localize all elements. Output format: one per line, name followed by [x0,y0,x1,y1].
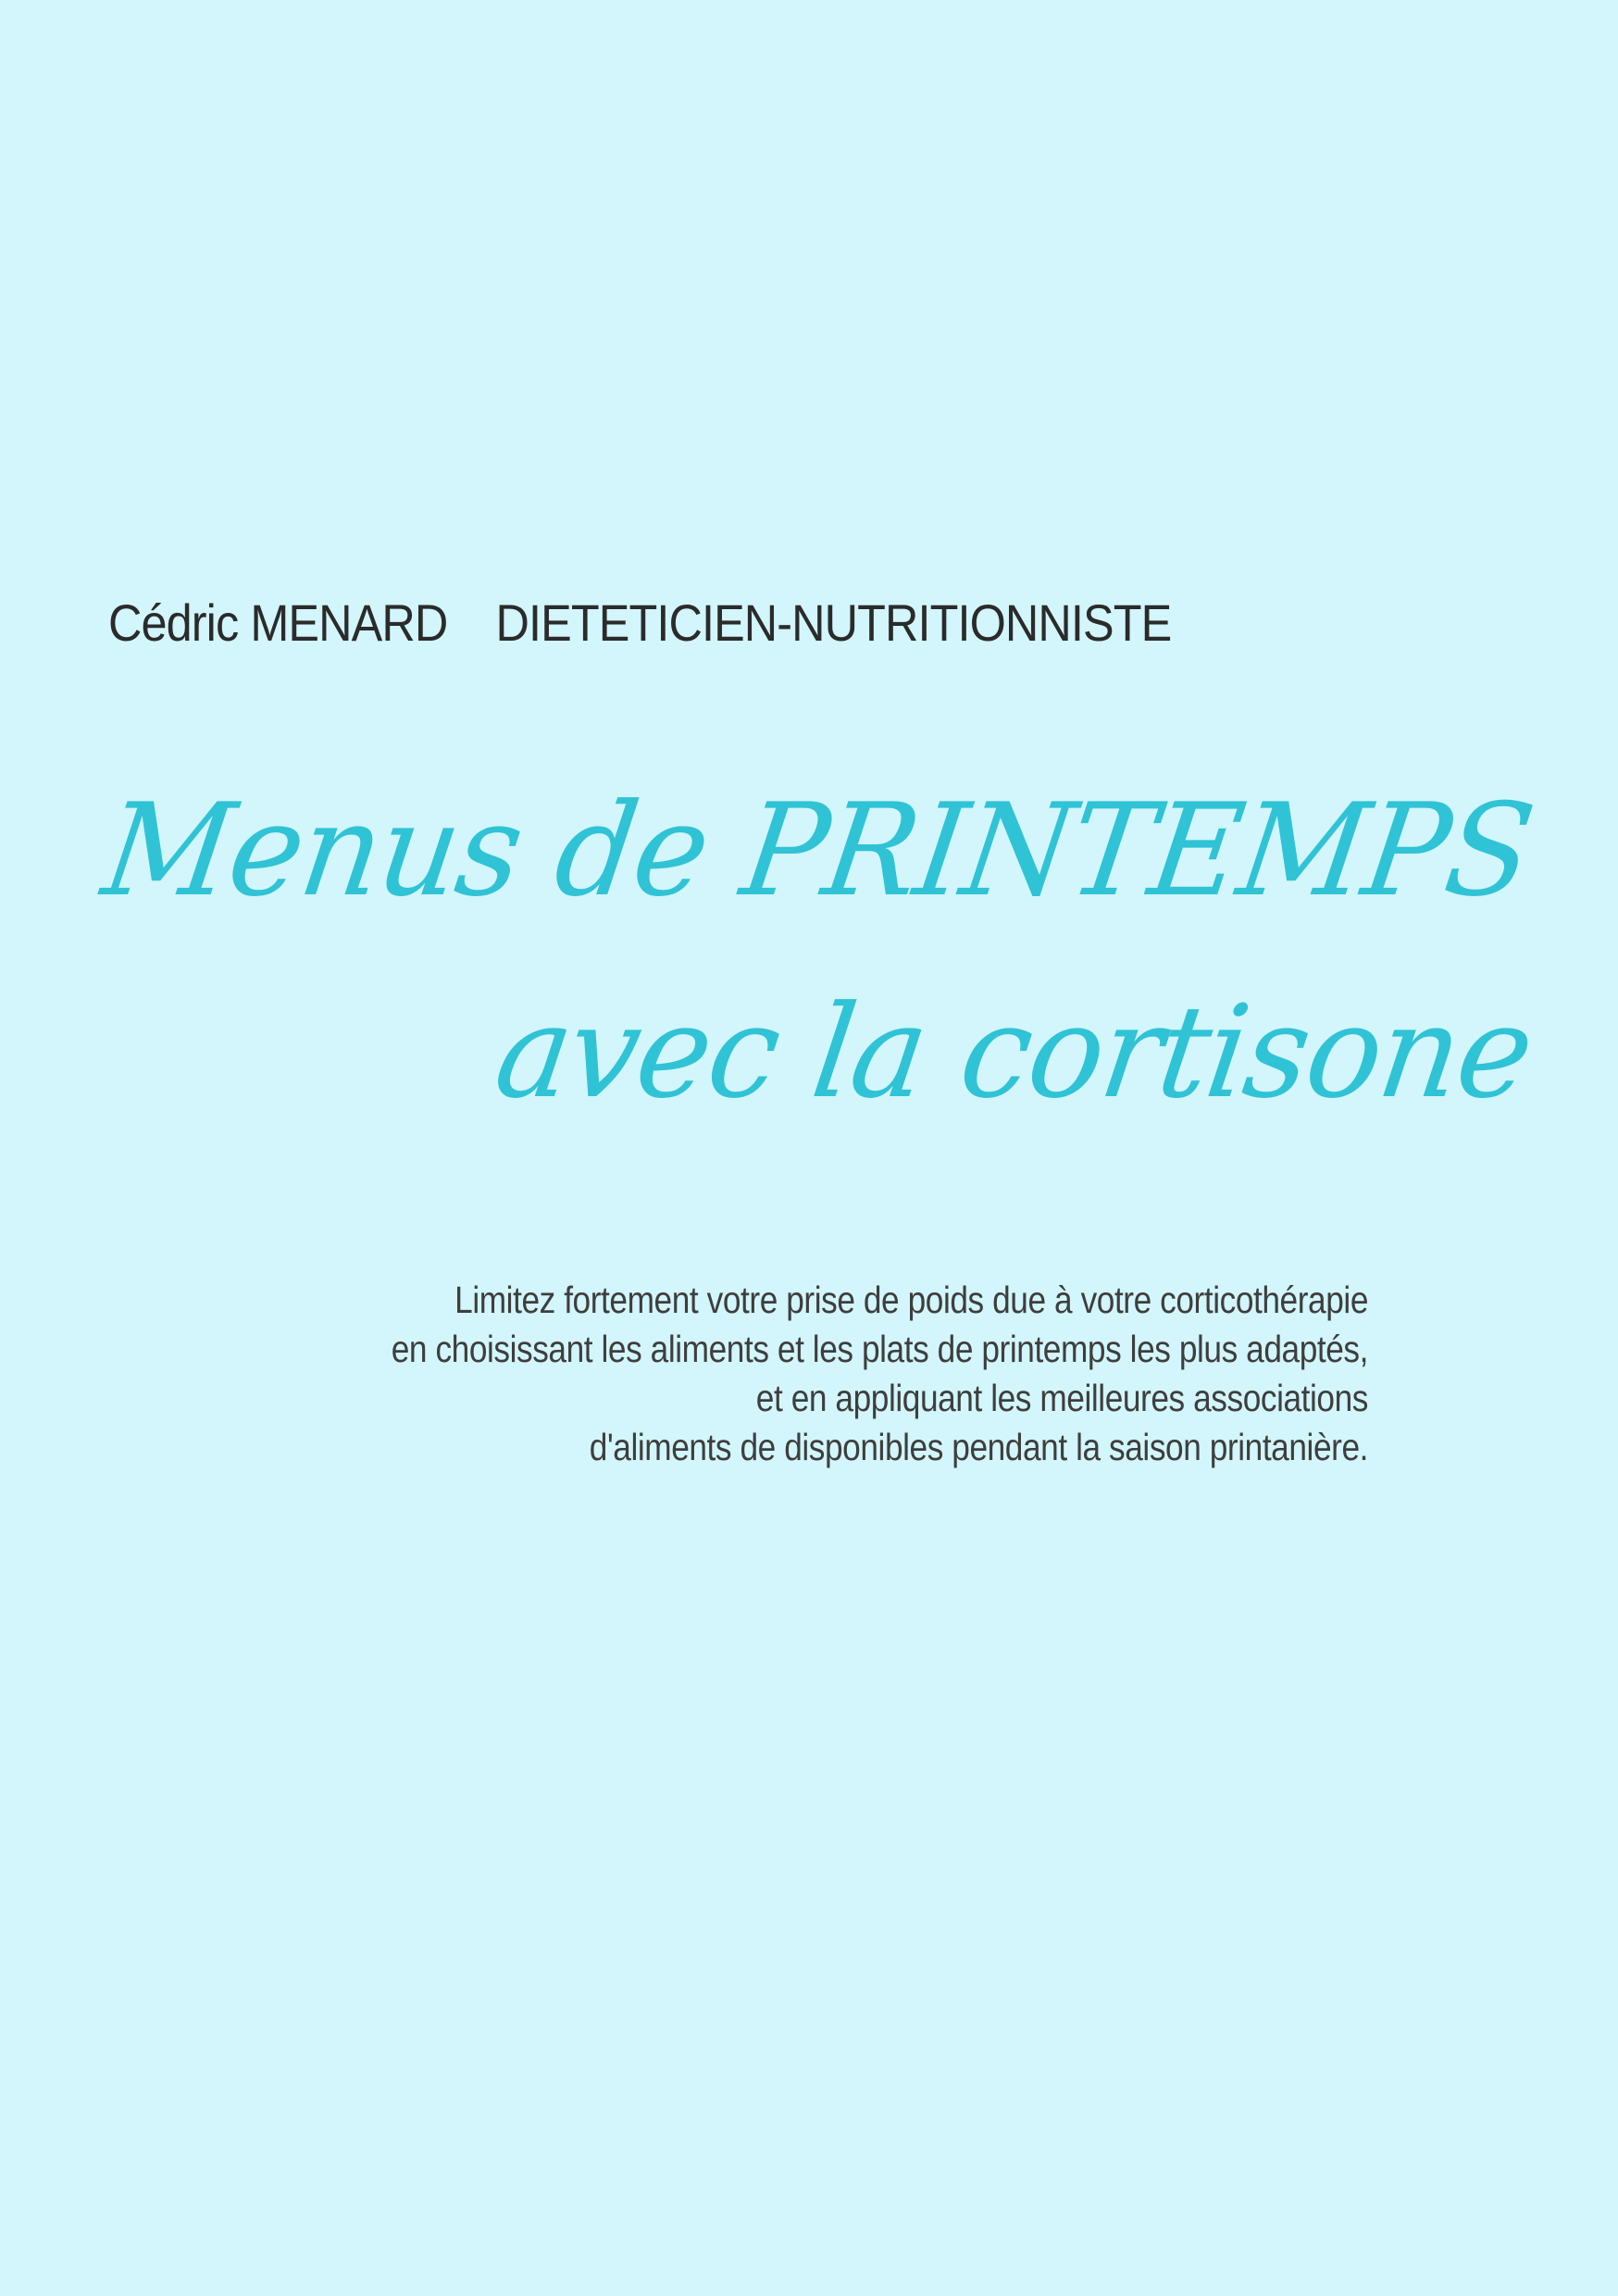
author-line [108,593,1171,653]
description-line: d'aliments de disponibles pendant la saison printanière. [589,1426,1368,1468]
author-profession: DIETETICIEN-NUTRITIONNISTE [495,593,1172,652]
description-line: en choisissant les aliments et les plats de printemps les plus adaptés, [391,1328,1368,1370]
author-name: Cédric MENARD [108,593,448,652]
description-line: Limitez fortement votre prise de poids due à votre corticothérapie [454,1279,1368,1321]
title-line-2: avec la cortisone [487,978,1541,1127]
description-paragraph [254,1276,1368,1472]
title-line-1: Menus de PRINTEMPS [94,776,1541,925]
description-line: et en appliquant les meilleures associations [755,1377,1368,1419]
